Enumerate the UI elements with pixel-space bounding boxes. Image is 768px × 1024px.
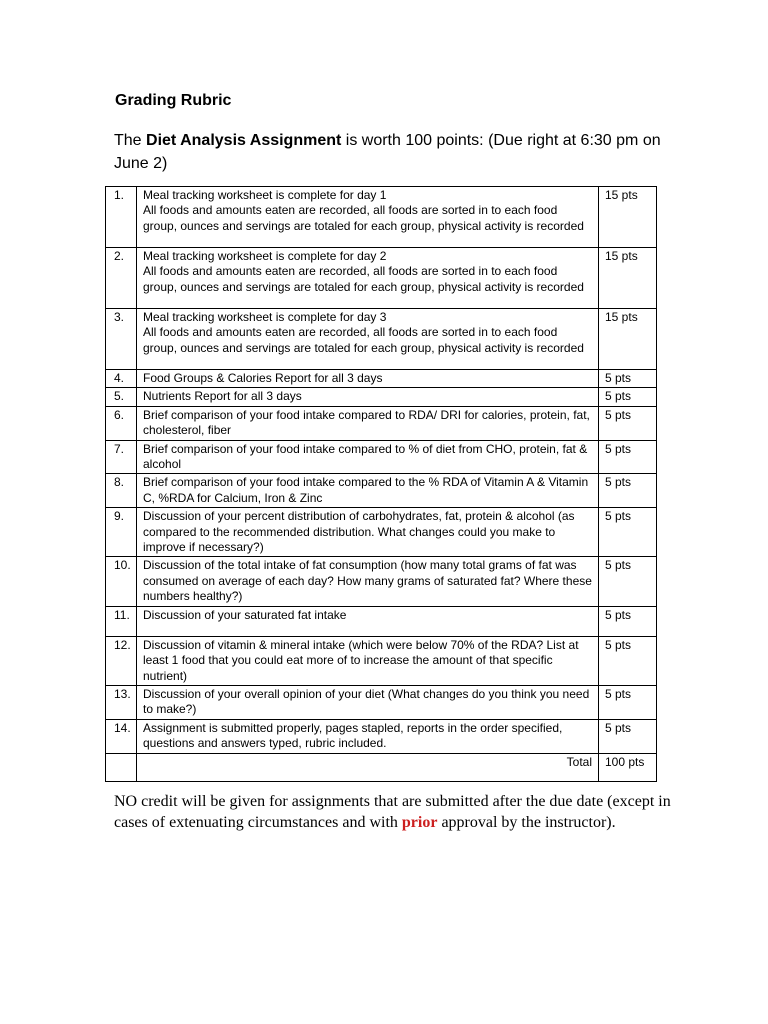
item-description: Food Groups & Calories Report for all 3 days [137, 370, 599, 388]
table-row [106, 370, 657, 388]
late-policy-note [114, 791, 674, 833]
item-points: 15 pts [599, 309, 657, 370]
table-row [106, 606, 657, 636]
item-description [137, 187, 599, 248]
table-row [106, 309, 657, 370]
item-number: 4. [106, 370, 137, 388]
total-row [106, 753, 657, 781]
item-description: Discussion of vitamin & mineral intake (which were below 70% of the RDA? List at least 1 food that you could eat more of to increase the amount of that specific nutrient) [137, 636, 599, 685]
item-number: 2. [106, 248, 137, 309]
item-description: Brief comparison of your food intake compared to the % RDA of Vitamin A & Vitamin C, %RDA for Calcium, Iron & Zinc [137, 474, 599, 508]
item-description: Discussion of your percent distribution of carbohydrates, fat, protein & alcohol (as compared to the recommended distribution. What changes could you make to improve if necessary?) [137, 508, 599, 557]
item-heading: Meal tracking worksheet is complete for day 2 [143, 249, 387, 263]
table-row [106, 719, 657, 753]
item-number: 11. [106, 606, 137, 636]
item-description: Discussion of the total intake of fat consumption (how many total grams of fat was consumed on average of each day? How many grams of saturated fat? Where these numbers healthy?) [137, 557, 599, 606]
item-description: Brief comparison of your food intake compared to % of diet from CHO, protein, fat & alcohol [137, 440, 599, 474]
total-points: 100 pts [599, 753, 657, 781]
intro-prefix: The [114, 132, 147, 149]
intro-suffix: is worth 100 points: (Due right at 6:30 pm on June 2) [114, 132, 661, 172]
item-description: Discussion of your saturated fat intake [137, 606, 599, 636]
item-description [137, 309, 599, 370]
item-description: Assignment is submitted properly, pages stapled, reports in the order specified, questions and answers typed, rubric included. [137, 719, 599, 753]
item-number: 3. [106, 309, 137, 370]
total-empty-cell [106, 753, 137, 781]
item-number: 13. [106, 685, 137, 719]
item-points: 15 pts [599, 187, 657, 248]
note-text-after: approval by the instructor). [437, 814, 616, 831]
item-detail: All foods and amounts eaten are recorded, all foods are sorted in to each food group, ounces and servings are totaled for each group, physical activity is recorded [143, 325, 584, 355]
item-points: 5 pts [599, 685, 657, 719]
table-row [106, 636, 657, 685]
item-points: 5 pts [599, 719, 657, 753]
table-row [106, 388, 657, 406]
item-description [137, 248, 599, 309]
item-description: Discussion of your overall opinion of your diet (What changes do you think you need to make?) [137, 685, 599, 719]
item-points: 5 pts [599, 388, 657, 406]
item-points: 5 pts [599, 440, 657, 474]
item-number: 7. [106, 440, 137, 474]
item-points: 5 pts [599, 508, 657, 557]
item-heading: Meal tracking worksheet is complete for day 3 [143, 310, 387, 324]
total-label: Total [137, 753, 599, 781]
item-number: 6. [106, 406, 137, 440]
item-points: 5 pts [599, 557, 657, 606]
item-number: 5. [106, 388, 137, 406]
item-detail: All foods and amounts eaten are recorded, all foods are sorted in to each food group, ounces and servings are totaled for each group, physical activity is recorded [143, 264, 584, 294]
note-text-before: NO credit will be given for assignments that are submitted after the due date (except in cases of extenuating circumstances and with [114, 793, 671, 831]
intro-paragraph [114, 129, 694, 175]
item-number: 8. [106, 474, 137, 508]
item-heading: Meal tracking worksheet is complete for day 1 [143, 188, 387, 202]
item-number: 1. [106, 187, 137, 248]
item-number: 14. [106, 719, 137, 753]
item-points: 15 pts [599, 248, 657, 309]
rubric-table [105, 186, 657, 782]
item-points: 5 pts [599, 406, 657, 440]
item-points: 5 pts [599, 370, 657, 388]
item-points: 5 pts [599, 606, 657, 636]
table-row [106, 406, 657, 440]
table-row [106, 685, 657, 719]
table-row [106, 187, 657, 248]
table-row [106, 557, 657, 606]
item-points: 5 pts [599, 636, 657, 685]
item-number: 12. [106, 636, 137, 685]
item-number: 10. [106, 557, 137, 606]
page-title: Grading Rubric [115, 92, 232, 109]
item-description: Nutrients Report for all 3 days [137, 388, 599, 406]
item-description: Brief comparison of your food intake compared to RDA/ DRI for calories, protein, fat, cholesterol, fiber [137, 406, 599, 440]
table-row [106, 440, 657, 474]
table-row [106, 508, 657, 557]
note-emphasis: prior [401, 814, 438, 831]
assignment-name: Diet Analysis Assignment [146, 132, 342, 149]
item-points: 5 pts [599, 474, 657, 508]
table-row [106, 248, 657, 309]
table-row [106, 474, 657, 508]
item-number: 9. [106, 508, 137, 557]
item-detail: All foods and amounts eaten are recorded, all foods are sorted in to each food group, ounces and servings are totaled for each group, physical activity is recorded [143, 203, 584, 233]
